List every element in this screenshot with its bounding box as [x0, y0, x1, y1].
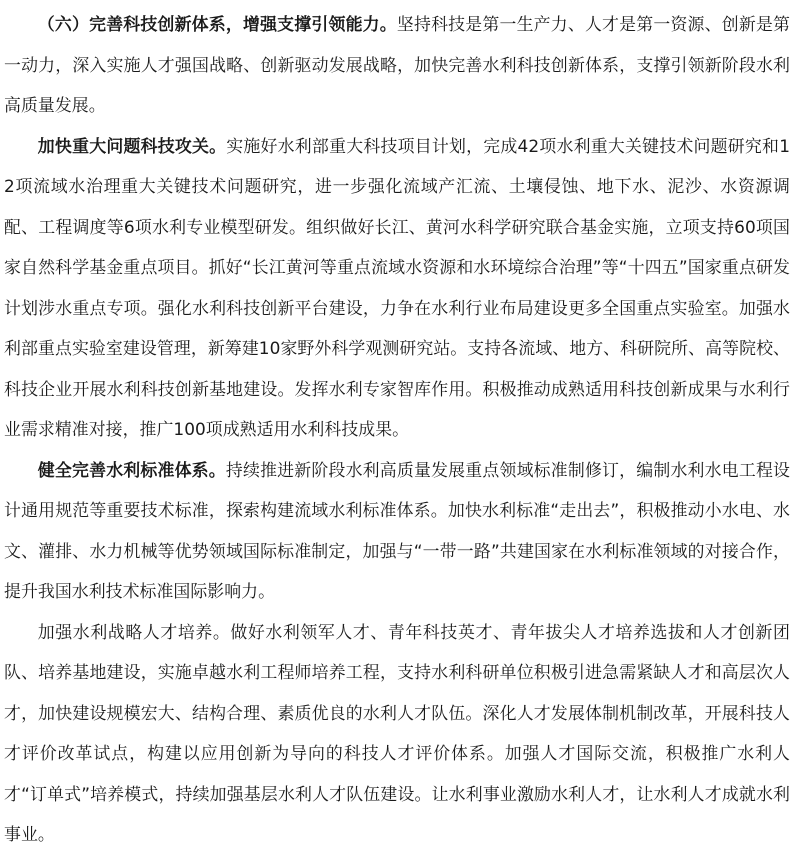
paragraph-text: 坚持科技是第一生产力、人才是第一资源、创新是第一动力，深入实施人才强国战略、创新驱动发展战略，加快完善水利科技创新体系，支撑引领新阶段水利高质量发展。: [4, 14, 790, 115]
paragraph-heading: 健全完善水利标准体系。: [37, 459, 226, 480]
paragraph-key-research: [4, 126, 790, 450]
section-heading: （六）完善科技创新体系，增强支撑引领能力。: [37, 14, 397, 34]
document-body: [4, 4, 790, 855]
paragraph-section-six: [4, 4, 790, 126]
paragraph-talent: [4, 612, 790, 855]
paragraph-text: 加强水利战略人才培养。做好水利领军人才、青年科技英才、青年拔尖人才培养选拔和人才创新团队、培养基地建设，实施卓越水利工程师培养工程，支持水利科研单位积极引进急需紧缺人才和高层次人才，加快建设规模宏大、结构合理、素质优良的水利人才队伍。深化人才发展体制机制改革，开展科技人才评价改革试点，构建以应用创新为导向的科技人才评价体系。加强人才国际交流，积极推广水利人才“订单式”培养模式，持续加强基层水利人才队伍建设。让水利事业激励水利人才，让水利人才成就水利事业。: [4, 621, 790, 844]
paragraph-standards: [4, 450, 790, 612]
paragraph-text: 持续推进新阶段水利高质量发展重点领域标准制修订，编制水利水电工程设计通用规范等重要技术标准，探索构建流域水利标准体系。加快水利标准“走出去”，积极推动小水电、水文、灌排、水力机械等优势领域国际标准制定，加强与“一带一路”共建国家在水利标准领域的对接合作，提升我国水利技术标准国际影响力。: [4, 459, 790, 601]
paragraph-heading: 加快重大问题科技攻关。: [37, 135, 227, 156]
paragraph-text: 实施好水利部重大科技项目计划，完成42项水利重大关键技术问题研究和12项流域水治理重大关键技术问题研究，进一步强化流域产汇流、土壤侵蚀、地下水、泥沙、水资源调配、工程调度等6项水利专业模型研发。组织做好长江、黄河水科学研究联合基金实施，立项支持60项国家自然科学基金重点项目。抓好“长江黄河等重点流域水资源和水环境综合治理”等“十四五”国家重点研发计划涉水重点专项。强化水利科技创新平台建设，力争在水利行业布局建设更多全国重点实验室。加强水利部重点实验室建设管理，新筹建10家野外科学观测研究站。支持各流域、地方、科研院所、高等院校、科技企业开展水利科技创新基地建设。发挥水利专家智库作用。积极推动成熟适用科技创新成果与水利行业需求精准对接，推广100项成熟适用水利科技成果。: [4, 135, 790, 439]
